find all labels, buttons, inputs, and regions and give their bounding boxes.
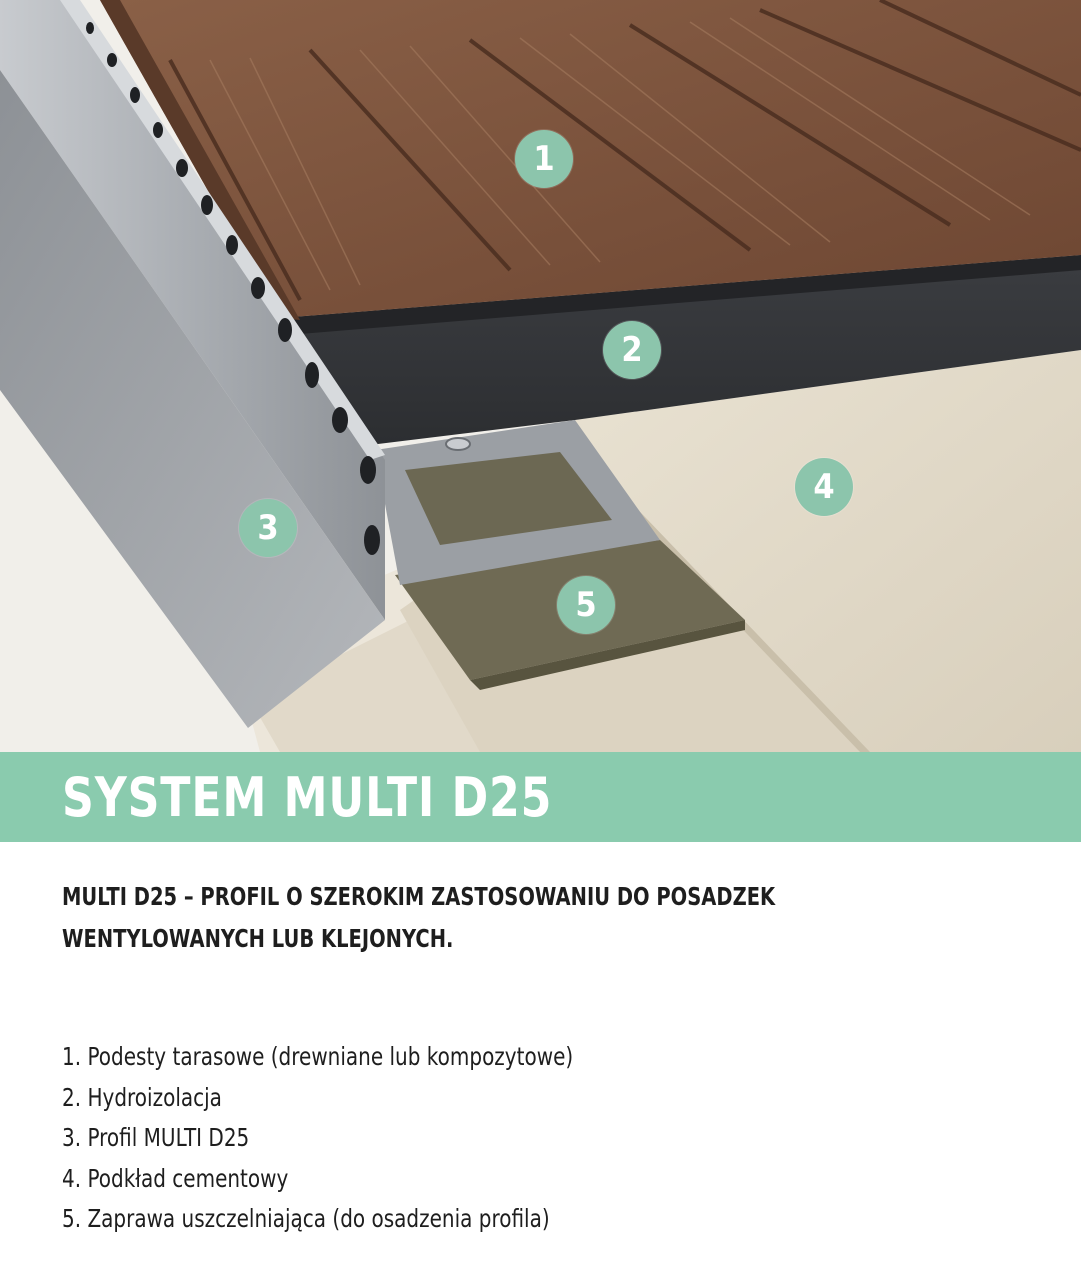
- legend-item-profile: 3. Profil MULTI D25: [62, 1123, 250, 1152]
- marker-4-cement-screed: 4: [795, 458, 853, 516]
- components-legend: [62, 1037, 573, 1240]
- marker-5-sealing-mortar: 5: [557, 576, 615, 634]
- page-title: SYSTEM MULTI D25: [62, 766, 553, 829]
- product-description: MULTI D25 – PROFIL O SZEROKIM ZASTOSOWANIU DO POSADZEK WENTYLOWANYCH LUB KLEJONYCH.: [62, 882, 776, 953]
- legend-item-waterproofing: 2. Hydroizolacja: [62, 1082, 222, 1112]
- marker-2-waterproofing: 2: [603, 321, 661, 379]
- marker-1-deck-boards: 1: [515, 130, 573, 188]
- legend-item-sealing-mortar: 5. Zaprawa uszczelniająca (do osadzenia profila): [62, 1204, 550, 1233]
- legend-item-cement-screed: 4. Podkład cementowy: [62, 1163, 289, 1193]
- title-banner: [0, 752, 1081, 842]
- legend-item-deck-boards: 1. Podesty tarasowe (drewniane lub kompozytowe): [62, 1042, 574, 1071]
- marker-3-profile: 3: [239, 499, 297, 557]
